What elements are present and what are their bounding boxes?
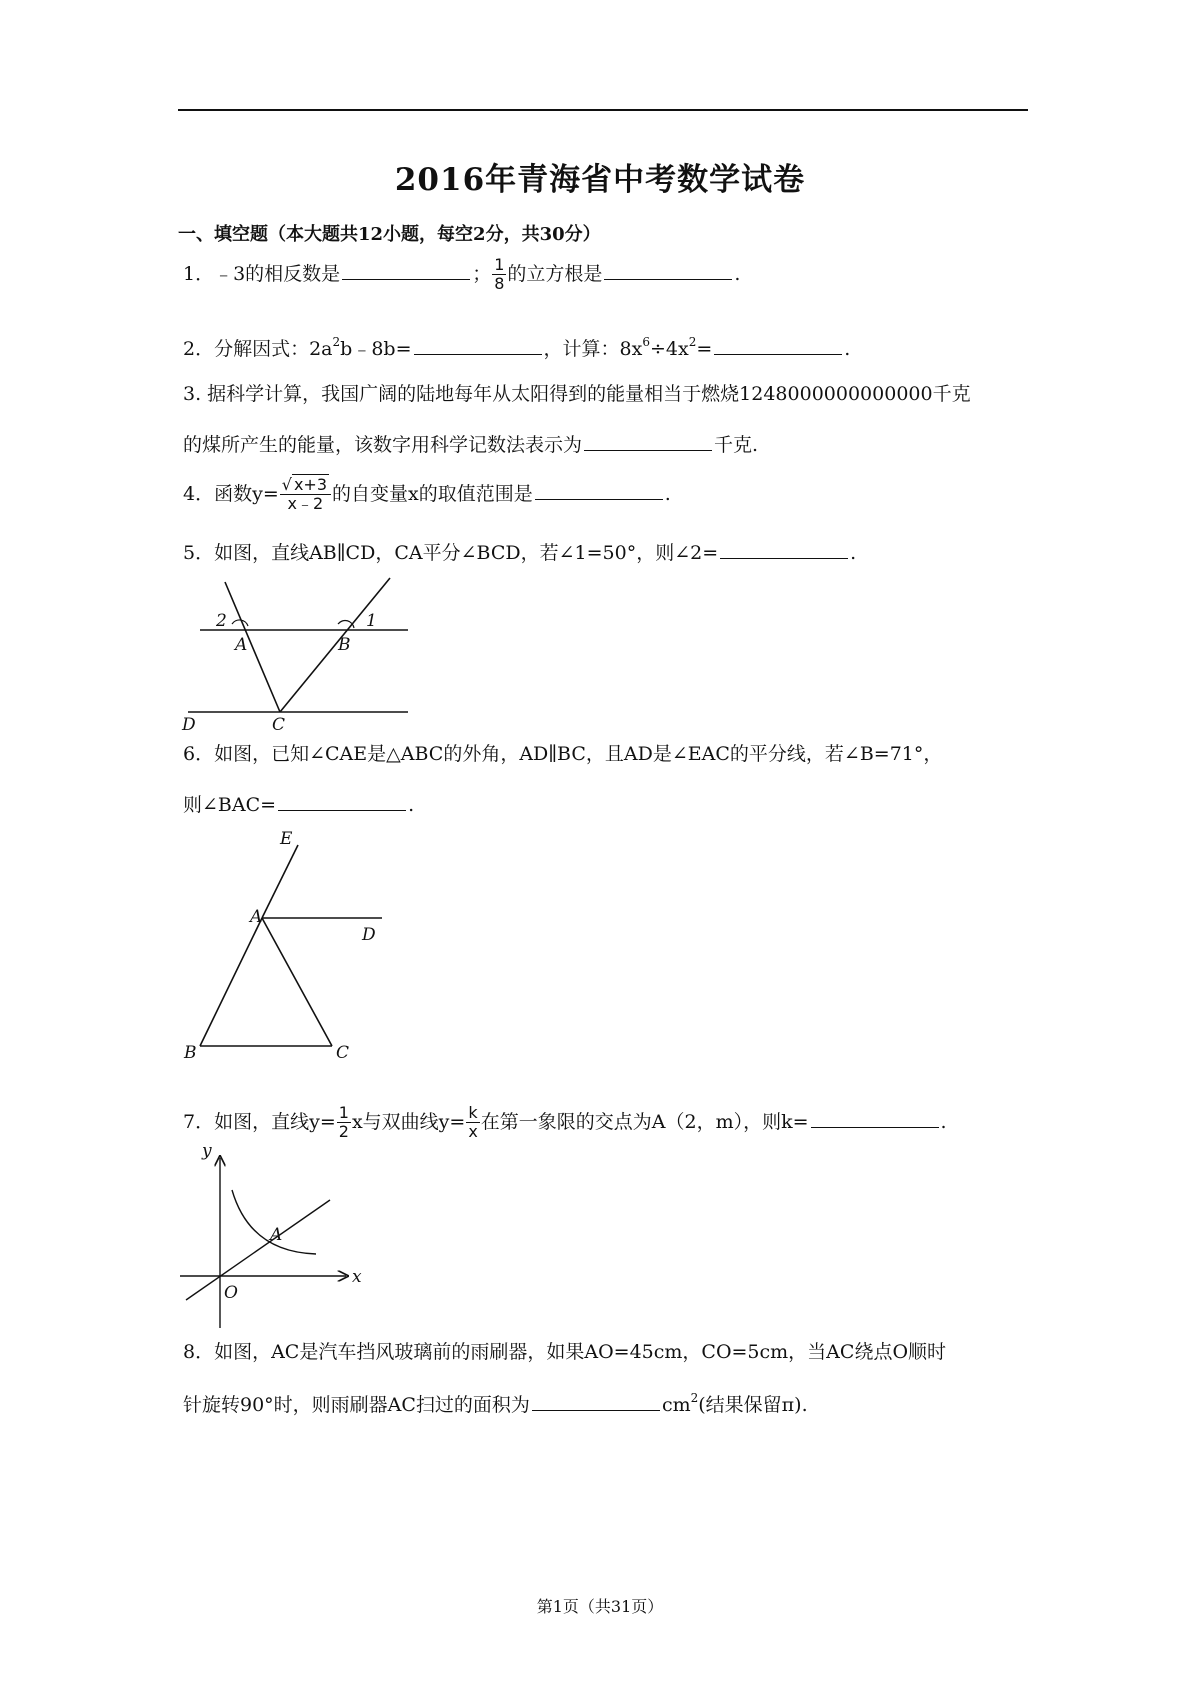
answer-blank[interactable] bbox=[604, 262, 732, 280]
page-title: 2016年青海省中考数学试卷 bbox=[394, 162, 806, 198]
origin-label: O bbox=[224, 1283, 238, 1303]
point-d-label: D bbox=[362, 925, 376, 945]
point-d-label: D bbox=[182, 715, 196, 730]
page-footer: 第1页（共31页） bbox=[536, 1597, 664, 1616]
point-a-label: A bbox=[250, 907, 263, 927]
answer-blank[interactable] bbox=[278, 793, 406, 811]
answer-blank[interactable] bbox=[535, 482, 663, 500]
y-axis-label: y bbox=[202, 1142, 212, 1161]
section-heading: 一、填空题（本大题共12小题，每空2分，共30分） bbox=[178, 224, 601, 245]
question-3-line-2: 的煤所产生的能量，该数字用科学记数法表示为 千克. bbox=[183, 434, 759, 456]
point-a-label: A bbox=[235, 635, 248, 655]
answer-blank[interactable] bbox=[414, 337, 542, 355]
answer-blank[interactable] bbox=[720, 541, 848, 559]
angle-1-label: 1 bbox=[366, 611, 377, 631]
figure-triangle bbox=[180, 830, 390, 1064]
point-c-label: C bbox=[272, 715, 286, 730]
question-5: 5．如图，直线AB∥CD，CA平分∠BCD，若∠1=50°，则∠2= . bbox=[183, 542, 857, 564]
point-c-label: C bbox=[336, 1043, 350, 1060]
question-1: 1．﹣3的相反数是 ； $\frac{1}{8}$ 的立方根是 . bbox=[183, 255, 741, 294]
question-8-line-1: 8．如图，AC是汽车挡风玻璃前的雨刷器，如果AO=45cm，CO=5cm，当AC绕点O顺时 bbox=[183, 1341, 947, 1363]
question-2: 2．分解因式：$2a^2b﹣8b=$ ，计算：$8x^6\div 4x^2=$ . bbox=[183, 334, 851, 360]
fraction: $\frac{k}{x}$ bbox=[468, 1103, 478, 1142]
fraction: $\frac{√ x+3}{x﹣2}$ bbox=[280, 476, 331, 514]
figure-coordinate-graph bbox=[180, 1142, 380, 1336]
question-7: 7．如图，直线y= $\frac{1}{2}$ x与双曲线y= $\frac{k}{x}$ 在第一象限的交点为A（2，m），则k= . bbox=[183, 1103, 947, 1142]
answer-blank[interactable] bbox=[714, 337, 842, 355]
angle-2-label: 2 bbox=[216, 611, 227, 631]
point-e-label: E bbox=[280, 830, 293, 849]
point-b-label: B bbox=[338, 635, 351, 655]
fraction: $\frac{1}{8}$ bbox=[494, 255, 505, 294]
question-6-line-2: 则∠BAC= . bbox=[183, 794, 415, 816]
answer-blank[interactable] bbox=[532, 1393, 660, 1411]
figure-parallel-lines bbox=[180, 570, 420, 734]
answer-blank[interactable] bbox=[811, 1110, 939, 1128]
point-b-label: B bbox=[184, 1043, 197, 1060]
question-3-line-1: 3. 据科学计算，我国广阔的陆地每年从太阳得到的能量相当于燃烧1248000000000000千克 bbox=[183, 383, 971, 405]
x-axis-label: x bbox=[352, 1267, 362, 1287]
point-a-label: A bbox=[270, 1225, 283, 1245]
question-6-line-1: 6．如图，已知∠CAE是△ABC的外角，AD∥BC，且AD是∠EAC的平分线，若∠B=71°， bbox=[183, 743, 943, 765]
answer-blank[interactable] bbox=[342, 262, 470, 280]
header-rule bbox=[178, 109, 1028, 111]
question-4: 4．函数y= $\frac{√ x+3}{x﹣2}$ 的自变量x的取值范围是 . bbox=[183, 475, 671, 514]
question-8-line-2: 针旋转90°时，则雨刷器AC扫过的面积为 $cm^2$(结果保留π). bbox=[183, 1390, 808, 1416]
fraction: $\frac{1}{2}$ bbox=[338, 1103, 349, 1142]
answer-blank[interactable] bbox=[584, 433, 712, 451]
